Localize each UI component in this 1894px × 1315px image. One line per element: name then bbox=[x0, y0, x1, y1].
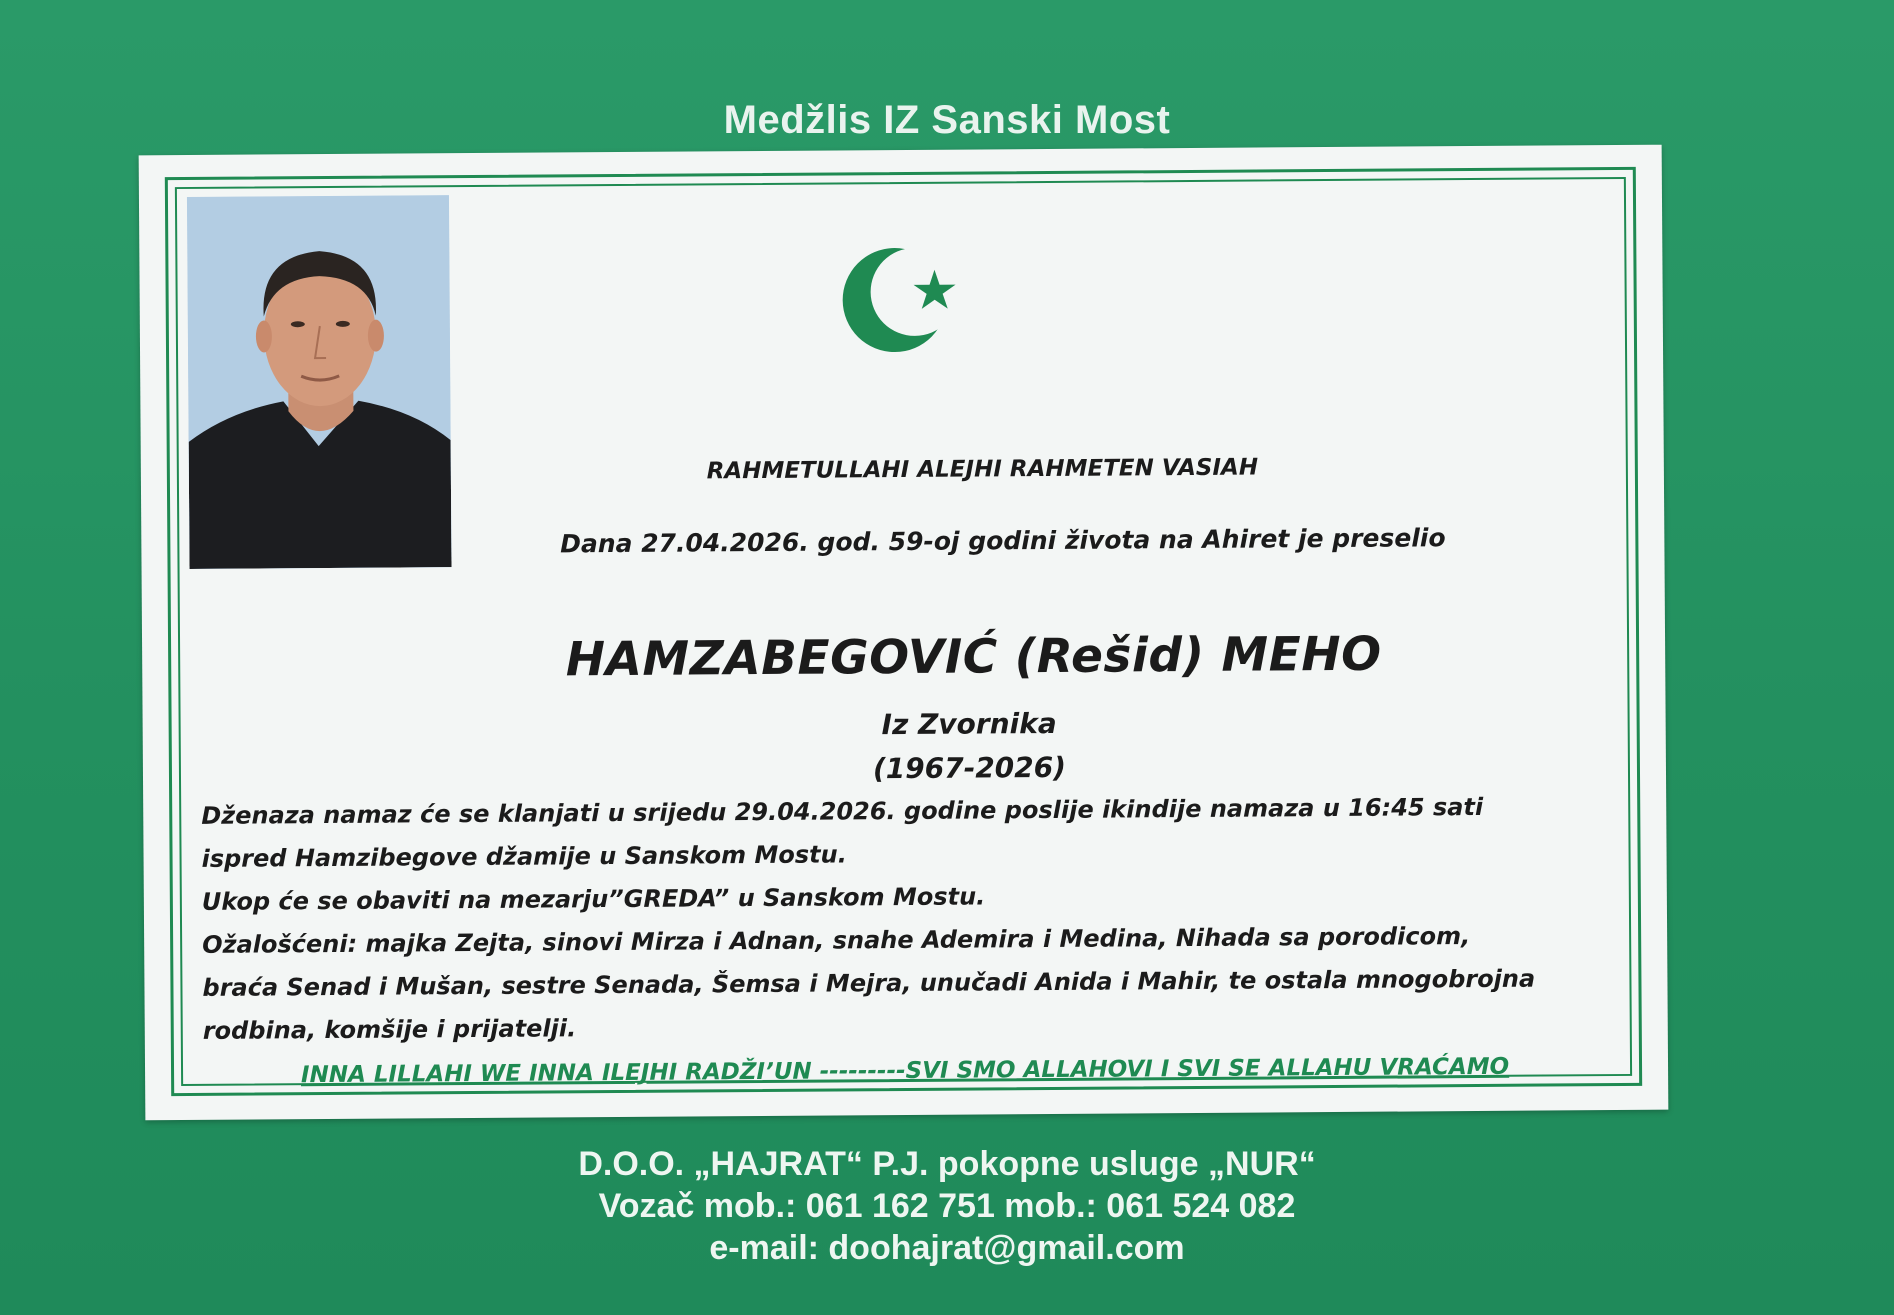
portrait-photo bbox=[187, 195, 452, 569]
body-line: Ožalošćeni: majka Zejta, sinovi Mirza i Adnan, snahe Ademira i Medina, Nihada sa porodicom, bbox=[202, 922, 1471, 959]
body-line: Dženaza namaz će se klanjati u srijedu 29.04.2026. godine poslije ikindije namaza u 16:45 sati bbox=[201, 792, 1484, 830]
invocation-text: RAHMETULLAHI ALEJHI RAHMETEN VASIAH bbox=[706, 454, 1259, 485]
body-line: braća Senad i Mušan, sestre Senada, Šemsa i Mejra, unučadi Anida i Mahir, te ostala mnogobrojna bbox=[202, 964, 1536, 1002]
footer-phones: Vozač mob.: 061 162 751 mob.: 061 524 082 bbox=[598, 1187, 1296, 1225]
body-line: rodbina, komšije i prijatelji. bbox=[202, 1014, 577, 1045]
deceased-name: HAMZABEGOVIĆ (Rešid) MEHO bbox=[565, 626, 1382, 688]
origin-text: Iz Zvornika bbox=[881, 706, 1057, 742]
footer-company: D.O.O. „HAJRAT“ P.J. pokopne usluge „NUR“ bbox=[578, 1145, 1316, 1183]
portrait-illustration bbox=[187, 195, 452, 569]
date-line: Dana 27.04.2026. god. 59-oj godini života na Ahiret je preselio bbox=[560, 523, 1446, 559]
body-line: Ukop će se obaviti na mezarju”GREDA” u Sanskom Mostu. bbox=[201, 882, 986, 916]
footer-email: e-mail: doohajrat@gmail.com bbox=[709, 1229, 1185, 1267]
body-line: ispred Hamzibegove džamije u Sanskom Mostu. bbox=[201, 840, 847, 873]
obituary-notice bbox=[139, 145, 1669, 1121]
notice-body bbox=[201, 785, 1603, 1053]
organization-header: Medžlis IZ Sanski Most bbox=[723, 98, 1171, 142]
life-years: (1967-2026) bbox=[872, 750, 1067, 786]
crescent-star-icon bbox=[839, 229, 980, 370]
closing-verse: INNA LILLAHI WE INNA ILEJHI RADŽI’UN ---------SVI SMO ALLAHOVI I SVI SE ALLAHU VRAĆAMO bbox=[300, 1053, 1510, 1089]
